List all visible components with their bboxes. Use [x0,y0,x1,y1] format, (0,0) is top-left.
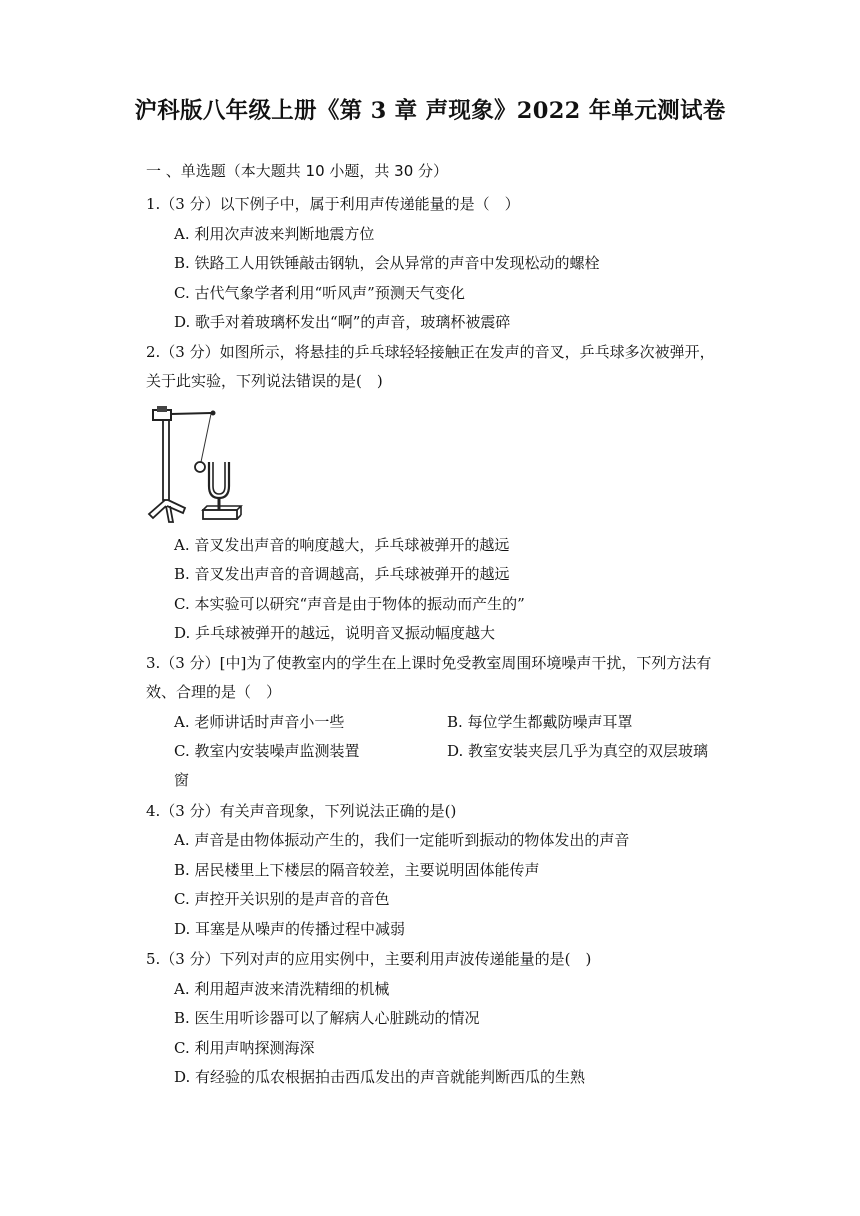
question-1-option-a: A. 利用次声波来判断地震方位 [174,225,375,243]
question-5-option-c: C. 利用声呐探测海深 [174,1039,315,1057]
tuning-fork-figure [143,402,243,526]
question-1-option-c: C. 古代气象学者利用“听风声”预测天气变化 [174,284,465,302]
question-2-stem-line-2: 关于此实验，下列说法错误的是( ) [146,372,383,390]
question-4-option-b: B. 居民楼里上下楼层的隔音较差，主要说明固体能传声 [174,861,540,879]
question-2-option-b: B. 音叉发出声音的音调越高，乒乓球被弹开的越远 [174,565,510,583]
page-title: 沪科版八年级上册《第 3 章 声现象》2022 年单元测试卷 [134,98,726,124]
question-5-option-b: B. 医生用听诊器可以了解病人心脏跳动的情况 [174,1009,480,1027]
question-5-option-d: D. 有经验的瓜农根据拍击西瓜发出的声音就能判断西瓜的生熟 [174,1068,586,1086]
question-4-option-d: D. 耳塞是从噪声的传播过程中减弱 [174,920,406,938]
question-3-stem-line-1: 3.（3 分）[中]为了使教室内的学生在上课时免受教室周围环境噪声干扰，下列方法有 [146,654,712,672]
question-3-option-c: C. 教室内安装噪声监测装置 [174,742,360,760]
question-5-option-a: A. 利用超声波来清洗精细的机械 [174,980,390,998]
question-3-option-b: B. 每位学生都戴防噪声耳罩 [447,713,633,731]
question-3-option-d-wrap: 窗 [174,771,190,789]
question-2-stem-line-1: 2.（3 分）如图所示，将悬挂的乒乓球轻轻接触正在发声的音叉，乒乓球多次被弹开， [146,343,715,361]
question-1-option-b: B. 铁路工人用铁锤敲击钢轨，会从异常的声音中发现松动的螺栓 [174,254,600,272]
question-2-option-a: A. 音叉发出声音的响度越大，乒乓球被弹开的越远 [174,536,510,554]
question-2-option-d: D. 乒乓球被弹开的越远，说明音叉振动幅度越大 [174,624,496,642]
question-4-stem: 4.（3 分）有关声音现象，下列说法正确的是() [146,802,457,820]
question-1-option-d: D. 歌手对着玻璃杯发出“啊”的声音，玻璃杯被震碎 [174,313,511,331]
section-heading: 一 、单选题（本大题共 10 小题，共 30 分） [146,162,449,180]
question-4-option-a: A. 声音是由物体振动产生的，我们一定能听到振动的物体发出的声音 [174,831,630,849]
question-4-option-c: C. 声控开关识别的是声音的音色 [174,890,390,908]
question-3-option-a: A. 老师讲话时声音小一些 [174,713,345,731]
question-5-stem: 5.（3 分）下列对声的应用实例中，主要利用声波传递能量的是( ) [146,950,592,968]
question-3-stem-line-2: 效、合理的是（ ） [146,683,282,701]
question-1-stem: 1.（3 分）以下例子中，属于利用声传递能量的是（ ） [146,195,520,213]
question-2-option-c: C. 本实验可以研究“声音是由于物体的振动而产生的” [174,595,525,613]
question-3-option-d: D. 教室安装夹层几乎为真空的双层玻璃 [447,742,709,760]
